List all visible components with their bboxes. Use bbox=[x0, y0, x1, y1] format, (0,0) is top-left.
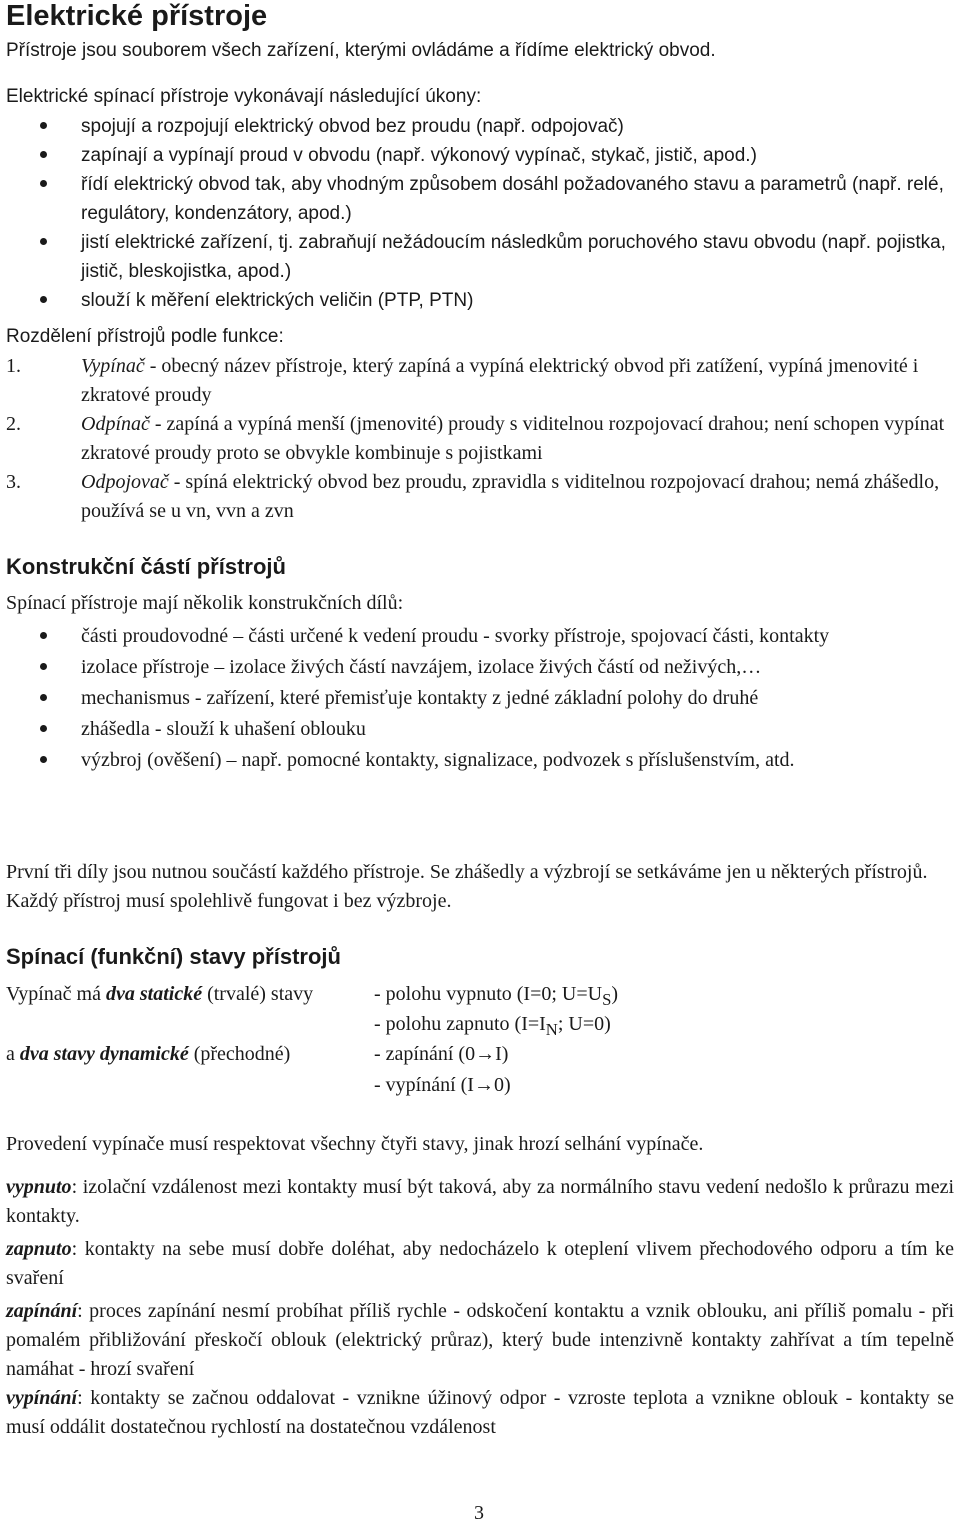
parts-list bbox=[0, 621, 954, 776]
emphasis: dva stavy dynamické bbox=[19, 1043, 189, 1065]
definition-paragraph bbox=[6, 1297, 954, 1384]
parts-note: První tři díly jsou nutnou součástí každého přístroje. Se zhášedly a výzbrojí se setkáváme jen u některých přístrojů. Každý přístroj musí spolehlivě fungovat i bez výzbroje. bbox=[6, 861, 928, 912]
definition-term: vypínání bbox=[6, 1387, 78, 1409]
state-switching-on: - zapínání (0→I) bbox=[374, 1043, 509, 1065]
list-item: slouží k měření elektrických veličin (PTP, PTN) bbox=[0, 286, 954, 315]
list-item: mechanismus - zařízení, které přemisťuje kontakty z jedné základní polohy do druhé bbox=[0, 683, 954, 714]
operations-heading: Elektrické spínací přístroje vykonávají následující úkony: bbox=[6, 86, 482, 107]
states-line-static: Vypínač má dva statické (trvalé) stavy bbox=[6, 983, 314, 1005]
definition-text: : izolační vzdálenost mezi kontakty musí být taková, aby za normálního stavu vedení nedošlo k průrazu mezi kontakty. bbox=[6, 1176, 954, 1227]
term: Vypínač bbox=[81, 355, 145, 377]
states-line-dynamic: a dva stavy dynamické (přechodné) bbox=[6, 1043, 291, 1065]
item-number: 1. bbox=[6, 355, 21, 377]
definition-term: zapnuto bbox=[6, 1238, 72, 1260]
list-item: izolace přístroje – izolace živých částí navzájem, izolace živých částí od neživých,… bbox=[0, 652, 954, 683]
item-number: 2. bbox=[6, 413, 21, 435]
definition-paragraph bbox=[6, 1235, 954, 1293]
emphasis: dva statické bbox=[105, 983, 203, 1005]
page-title: Elektrické přístroje bbox=[6, 0, 268, 32]
term: Odpojovač bbox=[81, 471, 169, 493]
state-off: - polohu vypnuto (I=0; $U=U_S$) bbox=[374, 983, 619, 1009]
list-item bbox=[0, 468, 954, 526]
definition-paragraph bbox=[6, 1173, 954, 1231]
list-item: zapínají a vypínají proud v obvodu (např. výkonový vypínač, stykač, jistič, apod.) bbox=[0, 141, 954, 170]
list-item: jistí elektrické zařízení, tj. zabraňují nežádoucím následkům poruchového stavu obvodu (např. pojistka, jistič, bleskojistka, apod.) bbox=[0, 228, 954, 286]
item-text: - obecný název přístroje, který zapíná a vypíná elektrický obvod při zatížení, vypíná jmenovité i zkratové proudy bbox=[81, 355, 919, 406]
list-item: výzbroj (ověšení) – např. pomocné kontakty, signalizace, podvozek s příslušenstvím, atd. bbox=[0, 745, 954, 776]
state-switching-off: - vypínání (I→0) bbox=[374, 1074, 511, 1096]
definition-text: : proces zapínání nesmí probíhat příliš rychle - odskočení kontaktu a vznik oblouku, ani příliš pomalu - při pomalém přibližování přeskočí oblouk (elektrický průraz), který bude intenzivně kontakty zahřívat a tím tepelně namáhat - hrozí svaření bbox=[6, 1300, 954, 1380]
intro-paragraph: Přístroje jsou souborem všech zařízení, kterými ovládáme a řídíme elektrický obvod. bbox=[6, 40, 716, 61]
division-heading: Rozdělení přístrojů podle funkce: bbox=[6, 326, 284, 347]
list-item bbox=[0, 410, 954, 468]
state-on: - polohu zapnuto ($I=I_N$; U=0) bbox=[374, 1013, 611, 1039]
list-item bbox=[0, 352, 954, 410]
item-text: - zapíná a vypíná menší (jmenovité) proudy s viditelnou rozpojovací drahou; není schopen vypínat zkratové proudy proto se obvykle kombinuje s pojistkami bbox=[81, 413, 945, 464]
section-heading-parts: Konstrukční částí přístrojů bbox=[6, 554, 286, 579]
parts-intro: Spínací přístroje mají několik konstrukčních dílů: bbox=[6, 592, 404, 614]
page-number: 3 bbox=[474, 1502, 484, 1524]
definition-term: zapínání bbox=[6, 1300, 78, 1322]
list-item: řídí elektrický obvod tak, aby vhodným způsobem dosáhl požadovaného stavu a parametrů (např. relé, regulátory, kondenzátory, apod.) bbox=[0, 170, 954, 228]
definition-paragraph bbox=[6, 1384, 954, 1442]
division-list bbox=[0, 352, 954, 526]
definition-text: : kontakty se začnou oddalovat - vznikne úžinový odpor - vzroste teplota a vznikne oblouk - kontakty se musí oddálit dostatečnou rychlostí na dostatečnou vzdálenost bbox=[6, 1387, 954, 1438]
list-item: spojují a rozpojují elektrický obvod bez proudu (např. odpojovač) bbox=[0, 112, 954, 141]
list-item: části proudovodné – části určené k vedení proudu - svorky přístroje, spojovací části, kontakty bbox=[0, 621, 954, 652]
arrow-icon: → bbox=[475, 1043, 496, 1065]
item-number: 3. bbox=[6, 471, 21, 493]
operations-list bbox=[0, 112, 954, 315]
states-note: Provedení vypínače musí respektovat všechny čtyři stavy, jinak hrozí selhání vypínače. bbox=[6, 1133, 704, 1155]
section-heading-states: Spínací (funkční) stavy přístrojů bbox=[6, 944, 341, 969]
list-item: zhášedla - slouží k uhašení oblouku bbox=[0, 714, 954, 745]
term: Odpínač bbox=[81, 413, 150, 435]
definition-text: : kontakty na sebe musí dobře doléhat, aby nedocházelo k oteplení vlivem přechodového odporu a tím ke svaření bbox=[6, 1238, 954, 1289]
item-text: - spíná elektrický obvod bez proudu, zpravidla s viditelnou rozpojovací drahou; nemá zhášedlo, používá se u vn, vvn a zvn bbox=[81, 471, 940, 522]
definition-term: vypnuto bbox=[6, 1176, 72, 1198]
arrow-icon: → bbox=[473, 1074, 494, 1096]
